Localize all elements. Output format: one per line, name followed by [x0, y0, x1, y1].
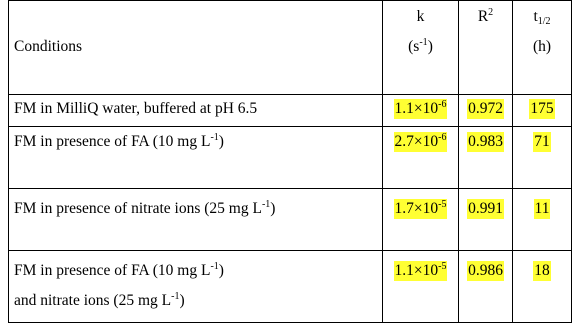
- table-rule-row2-bottom: [8, 188, 572, 189]
- row2-k: $2.7\times 10^{-6}$: [394, 132, 447, 150]
- row3-condition: FM in presence of nitrate ions (25 mg $L^{-1}$): [14, 199, 276, 217]
- row3-r2: 0.991: [468, 200, 503, 217]
- row4-t-half: 18: [534, 262, 550, 279]
- header-conditions: Conditions: [14, 38, 83, 55]
- table-rule-header-bottom: [8, 94, 572, 95]
- row1-t-half: 175: [530, 100, 554, 117]
- header-t-half: $t_{1/2}$: [533, 8, 551, 27]
- row1-r2: 0.972: [468, 100, 503, 117]
- row3-t-half: 11: [534, 200, 550, 217]
- table-rule-row3-bottom: [8, 250, 572, 251]
- row1-condition: FM in MilliQ water, buffered at pH 6.5: [14, 100, 258, 117]
- header-t-unit: (h): [532, 38, 552, 55]
- row2-r2: 0.983: [468, 133, 503, 150]
- table-rule-top: [8, 0, 572, 1]
- row4-k: $1.1\times 10^{-5}$: [394, 261, 447, 279]
- header-k: k: [416, 8, 425, 25]
- row1-k: $1.1\times 10^{-6}$: [394, 99, 447, 117]
- header-r2: $R^2$: [477, 7, 494, 25]
- row4-condition-line1: FM in presence of FA (10 mg $L^{-1}$): [14, 261, 224, 279]
- row2-t-half: 71: [534, 133, 550, 150]
- row2-condition: FM in presence of FA (10 mg $L^{-1}$): [14, 132, 224, 150]
- table-rule-right: [571, 0, 572, 323]
- row4-condition-line2: and nitrate ions (25 mg $L^{-1}$): [14, 291, 185, 309]
- row4-r2: 0.986: [468, 262, 503, 279]
- header-k-unit: $(s^{-1})$: [408, 37, 433, 55]
- row3-k: $1.7\times 10^{-5}$: [394, 199, 447, 217]
- table-rule-left: [8, 0, 9, 323]
- table-rule-row1-bottom: [8, 126, 572, 127]
